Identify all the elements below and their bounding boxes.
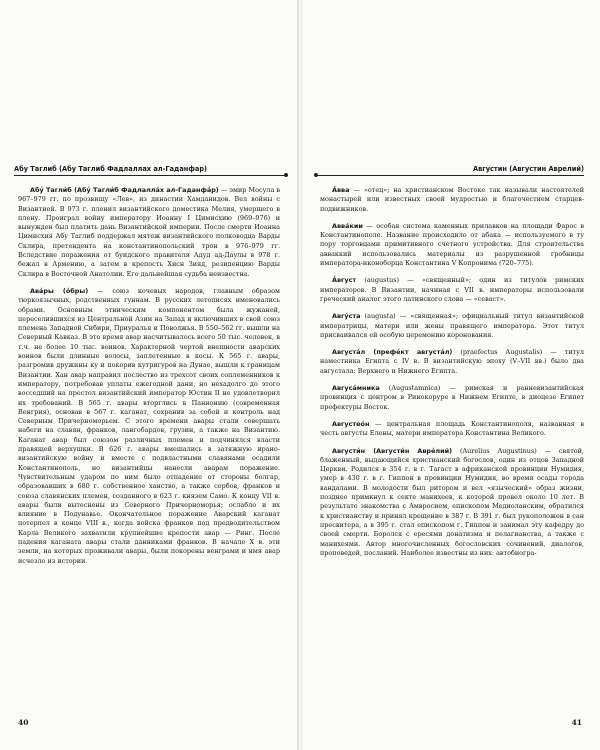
head-rule-right xyxy=(316,175,584,176)
entry-term: Авгу́ста xyxy=(332,312,361,321)
entry-term: Авгуса́мника xyxy=(332,384,380,393)
head-rule-dot-left xyxy=(284,173,288,177)
entry-avgusteon xyxy=(320,420,584,439)
entry-avary xyxy=(18,287,280,566)
entry-text: (praefectus Augustalis) — титул наместника Египта с IV в. В византийскую эпоху (V–VII вв.) было два августала: Верхнего и Нижнего Египта. xyxy=(320,348,584,375)
entry-abu-taglib xyxy=(18,186,280,279)
left-page-body xyxy=(18,186,280,574)
entry-text: — центральная площадь Константинополя, названная в честь августы Елены, матери императора Константина Великого. xyxy=(320,419,584,438)
entry-term: А́вгуст xyxy=(332,276,357,285)
entry-text: — эмир Мосула в 967–979 гг. по прозвищу «Лев», из династии Хамданидов. Вел войны с Византией. В 973 г. пленил византийского доместика Мелия, умершего в плену. Проиграл войну императору Иоанну I Цимисхию (969–976) и вынужден был платить дань Византийской империи. После смерти Иоанна Цимисхия Абу Таглиб поддержал мятеж византийского полководца Варды Склира, претендента на константинопольский трон в 976–979 гг. Вследствие поражения от буидского правителя Адуд ад-Даулы в 978 г. бежал в Армению, а затем в крепость Хисн Зияд, резиденцию Варды Склира в Восточной Анатолии. Его дальнейшая судьба неизвестна. xyxy=(18,186,281,278)
entry-text: (Aurelius Augustinus) — святой, блаженный, выдающийся христианский богослов, один из отцов Западной Церкви. Родился в 354 г. в г. Тагаст в африканской провинции Нумидия, умер в 430 г. в г. Гиппон в провинции Нумидия, во время осады города вандалами. В молодости был ритором и вел «языческий» образ жизни, позднее примкнул к секте манихеев, к которой провел около 10 лет. В результате знакомства с Амвросием, епископом Медиоланским, обратился к христианству и принял крещение в 387 г. В 391 г. был рукоположен в сан пресвитера, а в 395 г. стал епископом г. Гиппон и занимал эту кафедру до своей смерти. Боролся с ересями донатизма и пелагианства, а также с манихеями. Автор многочисленных богословских сочинений, диалогов, проповедей, посланий. Наиболее известны из них: автобиогра- xyxy=(320,446,584,557)
entry-avgustal xyxy=(320,348,584,376)
entry-term: Августа́л (префе́кт августа́л) xyxy=(332,348,453,357)
right-page-body xyxy=(320,186,584,566)
entry-avvakii xyxy=(320,222,584,268)
head-rule-left xyxy=(14,175,286,176)
head-rule-dot-right xyxy=(314,173,318,177)
entry-text: (augusta) — «священная»; официальный титул византийской императрицы, матери или жены правящего императора. Этот титул присваивался ей особую церемонию коронования. xyxy=(320,312,584,339)
page-number-right: 41 xyxy=(571,718,582,727)
page-number-left: 40 xyxy=(18,718,29,727)
running-head-left: Абу Таглиб (Абу Таглиб Фадлаллах ал-Гаданфар) xyxy=(14,165,208,173)
entry-term: А́вва xyxy=(332,186,350,194)
entry-term: Ава́ры (о́бры) xyxy=(30,286,89,295)
entry-avgusta xyxy=(320,312,584,340)
entry-text: (augustus) — «священный»; один из титулов римских императоров. В Византии, начиная с VII в. императоры использовали греческий аналог этого латинского слова — «севаст». xyxy=(320,276,584,303)
entry-term: Абу́ Тагли́б (Абу́ Тагли́б Фадлалла́х ал-Гаданфа́р) xyxy=(30,186,219,194)
entry-avgustamnika xyxy=(320,384,584,412)
entry-text: (Augustamnica) — римская и ранневизантийская провинция с центром в Ринокоруре в Нижнем Египте, в диоцезе Египет префектуры Восток. xyxy=(320,384,584,411)
entry-term: Августи́н (Августи́н Авре́лий) xyxy=(332,446,453,455)
entry-term: Августео́н xyxy=(332,419,370,428)
entry-text: — союз кочевых народов, главным образом тюркоязычных, родственных гуннам. В русских летописях именовались обрами. Основным этническим компонентом была жужаней, переселившихся из Центральной Азии на Запад и включивших в свой союз племена Западной Сибири, Приуралья и Поволжья. В 550–562 гг. вышли на Северный Кавказ. В это время авар насчитывалось всего 50 тыс. человек, в т.ч. не более 10 тыс. воинов. Характерной чертой внешности аварских воинов были длинные волосы, заплетенные в косы. К 565 г. авары, разгромив дружины ку и покорив кутригуров на Дунае, вышли к границам Византии. Хан авар направил послество из трехсот своих соплеменников к императору, потребовав уплаты ежегодной дани, но нехадолго до этого восседший на престол византийский император Юстин II не удовлетворил их требований. В 565 г. авары вторглись в Паннонию (современная Венгрия), основав в 567 г. каганат, сохранив за собой и контроль над Северным Причерноморьем. С этого времени авары стали совершать набеги на славян, франков, лангобардов, грузин, а также на Византию. Каганат авар был союзом различных племен и подчинялся власти правящей верхушки. В 626 г. авары вмешались в затяжную ирано-византийскую войну и вместе с подвластными славянами осадили Константинополь, но византийцы нанесли аварам поражение. Чувствительным ударом по ним было отпадение от стороны болгар, образовавших в 680 г. собственное ханство, а также сербов, франков и союза славянских племен, созданного в 623 г. князем Само. К концу VII в. авары были вытеснены из Северного Причерноморья; ослабло и их влияние в Подунавье. Окончательное поражение Аварский каганат потерпел в конце VIII в., когда войска франков под предводительством Карла Великого захватили крупнейшие крепости авар — Ринг. После падения каганата авары стали данниками франков. В начале X в. эти земли, на которых проживали авары, были покорены венграми и имя авар исчезло из истории. xyxy=(18,286,280,565)
entry-avva xyxy=(320,186,584,214)
entry-text: — особая система каменных прилавков на площади Фарос в Константинополе. Название происходило от абака — используемого в ту пору торговцами примитивного счетного устройства. Для строительства авваккий использовались материалы из разрушенной гробницы императора-иконоборца Константина V Копронима (720–775). xyxy=(320,221,584,268)
left-page xyxy=(0,0,298,750)
entry-text: — «отец»; на христианском Востоке так называли настоятелей монастырей или известных своей мудростью и благочестием старцев-подвижников. xyxy=(320,186,584,213)
right-page xyxy=(302,0,600,750)
running-head-right: Августин (Августин Аврелий) xyxy=(472,165,584,173)
entry-avgustin xyxy=(320,447,584,559)
entry-avgust xyxy=(320,276,584,304)
entry-term: Авва́кии xyxy=(332,221,363,230)
